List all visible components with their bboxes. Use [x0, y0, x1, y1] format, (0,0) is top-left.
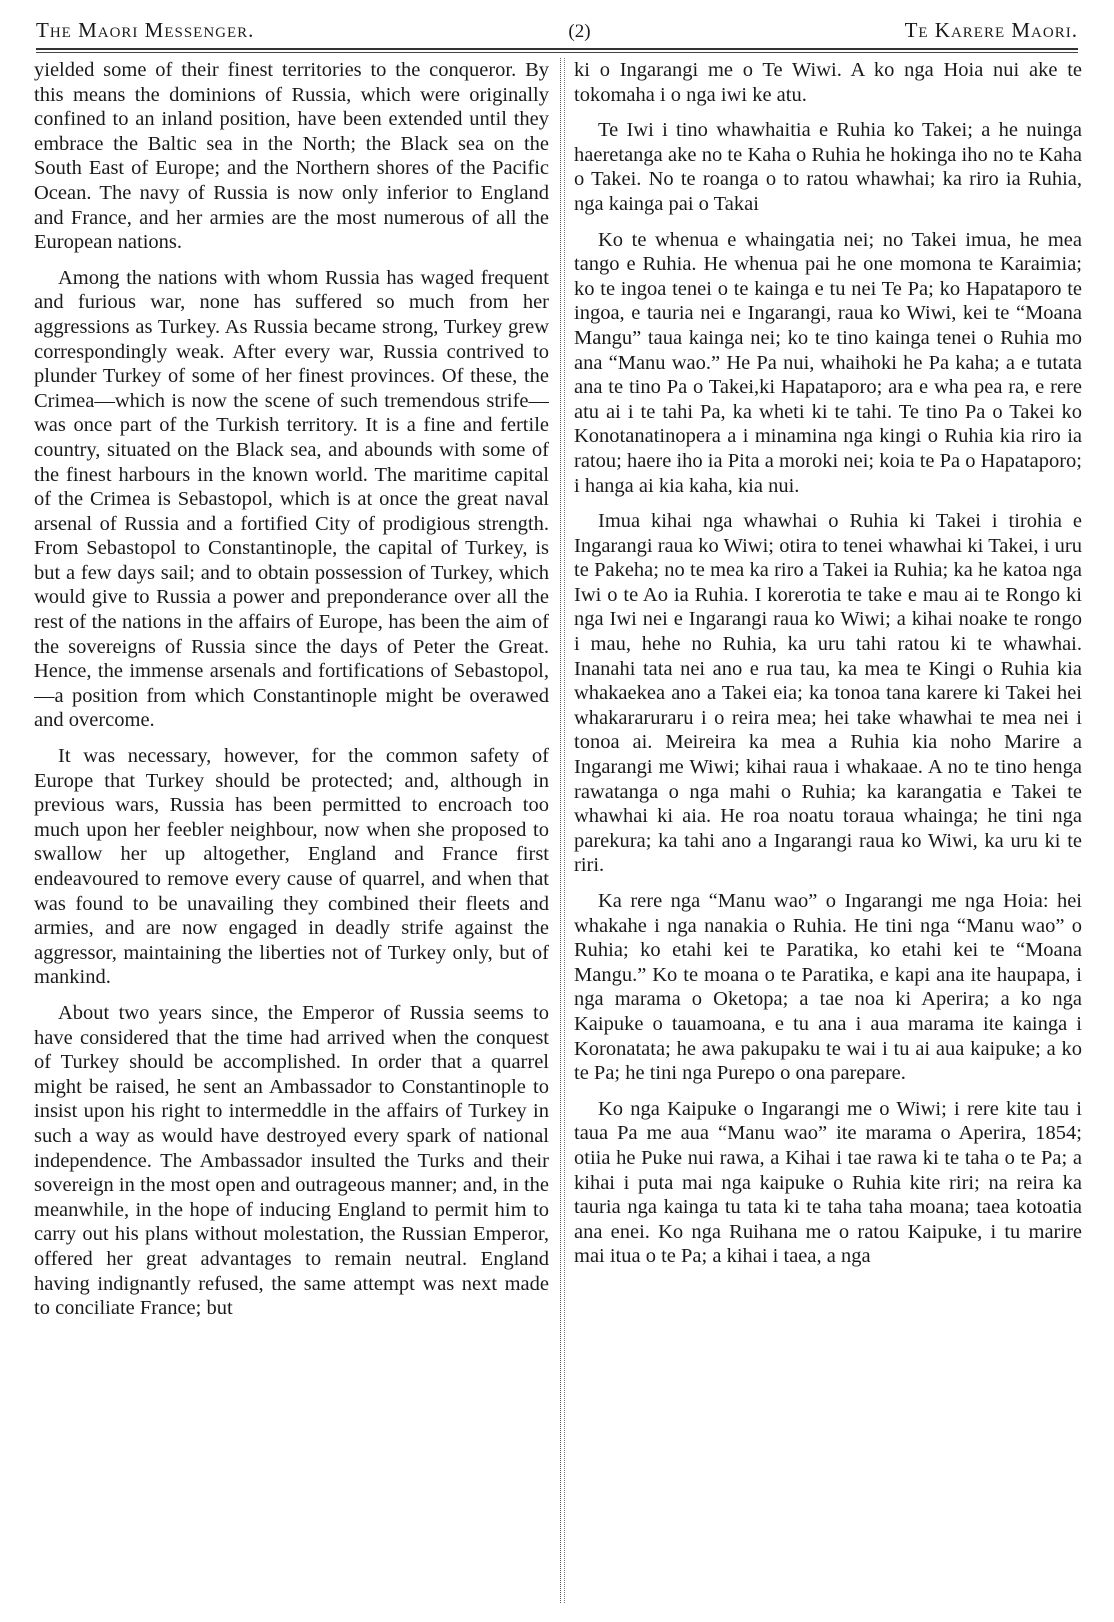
column-divider	[560, 58, 561, 1603]
header-title-maori: Te Karere Maori.	[904, 18, 1078, 42]
page-header	[36, 18, 1078, 48]
maori-paragraph: Ko te whenua e whaingatia nei; no Takei imua, he mea tango e Ruhia. He whenua pai he one momona te Karaimia; ko te ingoa tenei o te kainga e tu nei Te Pa; ko Hapataporo te ingoa, e tauria nei e Ingarangi, raua ko Wiwi, kei te “Moana Mangu” taua kainga nei; ko te tino kainga tenei o Ruhia mo ana “Manu wao.” He Pa nui, whaihoki he Pa kaha; a e tutata ana te tino Pa o Takei,ki Hapataporo; ara e wha pea ra, e rere atu ai i te tahi Pa, ka wheti ki te tahi. Te tino Pa o Takei ko Konotanatinopera a i minamina nga kingi o Ruhia kia riro ia ratou; haere iho ia Pita a moroki nei; koia te Pa o Hapataporo; i hanga ai kia kaha, kia nui.	[574, 228, 1082, 497]
english-column	[34, 58, 549, 1598]
header-title-english: The Maori Messenger.	[36, 18, 255, 42]
header-rule	[36, 48, 1078, 50]
maori-paragraph: Ko nga Kaipuke o Ingarangi me o Wiwi; i rere kite tau i taua Pa me aua “Manu wao” ite marama o Aperira, 1854; otiia he Puke nui rawa, a Kihai i tae rawa ki te taha o te Pa; a kihai i puta mai nga kaipuke o Ruhia kite riri; na reira ka tauria nga kainga tu tata ki te taha taha moana; taea kotoatia ana enei. Ko nga Ruihana me o ratou Kaipuke, i tu marire mai itua o te Pa; a kihai i taea, a nga	[574, 1097, 1082, 1268]
maori-paragraph: Ka rere nga “Manu wao” o Ingarangi me nga Hoia: hei whakahe i nga nanakia o Ruhia. He tini nga “Manu wao” o Ruhia; ko etahi kei te Paratika, ko etahi kei te “Moana Mangu.” Ko te moana o te Paratika, e kapi ana ite haupapa, i nga marama o Oketopa; a tae noa ki Aperira; a ko nga Kaipuke o tauamoana, e tu ana i aua marama ite kainga i Koronatata; he awa pakupaku te wai i tu ai aua kaipuke; a ko te Pa; he tini nga Purepo o ona parepare.	[574, 890, 1082, 1085]
english-paragraph: Among the nations with whom Russia has waged frequent and furious war, none has suffered so much from her aggressions as Turkey. As Russia became strong, Turkey grew correspondingly weak. After every war, Russia contrived to plunder Turkey of some of her finest provinces. Of these, the Crimea—which is now the scene of such tremendous strife—was once part of the Turkish territory. It is a fine and fertile country, situated on the Black sea, and abounds with some of the finest harbours in the known world. The maritime capital of the Crimea is Sebastopol, which is at once the great naval arsenal of Russia and a fortified City of prodigious strength. From Sebastopol to Constantinople, the capital of Turkey, is but a few days sail; and to obtain possession of Turkey, which would give to Russia a power and preponderance over all the rest of the nations in the affairs of Europe, has been the aim of the sovereigns of Russia since the days of Peter the Great. Hence, the immense arsenals and fortifications of Sebastopol,—a position from which Constantinople might be overawed and overcome.	[34, 266, 549, 732]
maori-paragraph: Imua kihai nga whawhai o Ruhia ki Takei i tirohia e Ingarangi raua ko Wiwi; otira to tenei whawhai ki Takei, i uru te Pakeha; no te mea ka riro a Takei ia Ruhia; ka he katoa nga Iwi o te Ao ia Ruhia. I korerotia te take e mau ai te Rongo ki nga Iwi nei e Ingarangi raua ko Wiwi; a kihai noake te rongo i mau, hehe no Ruhia, ka uru tahi ratou ki te whawhai. Inanahi tata nei ano e rua tau, ka mea te Kingi o Ruhia kia whakaekea ano a Takei eia; ka tonoa tana karere ki Takei hei whakararuraru i o reira mea; hei take whawhai te mea nei i tonoa ai. Meireira ka mea a Ruhia kia noho Marire a Ingarangi me Wiwi; kihai raua i whakaae. A no te tino henga rawatanga o nga mahi o Ruhia; ka karangatia e Takei te whawhai ki aia. He roa noatu toraua whainga; he tini nga parekura; ka tahi ano a Ingarangi raua ko Wiwi, ka uru ki te riri.	[574, 510, 1082, 877]
page-number: (2)	[568, 21, 591, 42]
english-paragraph: About two years since, the Emperor of Russia seems to have considered that the time had arrived when the conquest of Turkey should be accomplished. In order that a quarrel might be raised, he sent an Ambassador to Constantinople to insist upon his right to intermeddle in the affairs of Turkey in such a way as would have destroyed every spark of national independence. The Ambassador insulted the Turks and their sovereign in the most open and outrageous manner; and, in the meanwhile, in the hope of inducing England to permit him to carry out his plans without molestation, the Russian Emperor, offered her great advantages to remain neutral. England having indignantly refused, the same attempt was next made to conciliate France; but	[34, 1001, 549, 1320]
maori-paragraph: ki o Ingarangi me o Te Wiwi. A ko nga Hoia nui ake te tokomaha i o nga iwi ke atu.	[574, 59, 1082, 106]
column-divider-inner	[564, 58, 565, 1603]
english-paragraph: It was necessary, however, for the common safety of Europe that Turkey should be protected; and, although in previous wars, Russia has been permitted to encroach too much upon her feebler neighbour, now when she proposed to swallow her up altogether, England and France first endeavoured to remove every cause of quarrel, and when that was found to be unavailing they combined their fleets and armies, and are now engaged in deadly strife against the aggressor, maintaining the liberties not of Turkey only, but of mankind.	[34, 745, 549, 989]
maori-paragraph: Te Iwi i tino whawhaitia e Ruhia ko Takei; a he nuinga haeretanga ake no te Kaha o Ruhia he hokinga iho no te Kaha o Takei. No te roanga o to ratou whawhai; ka riro ia Ruhia, nga kainga pai o Takai	[574, 119, 1082, 215]
maori-column	[574, 58, 1082, 1598]
header-rule-thin	[36, 52, 1078, 53]
english-paragraph: yielded some of their finest territories to the conqueror. By this means the dominions of Russia, which were originally confined to an inland position, have been extended until they embrace the Baltic sea in the North; the Black sea on the South East of Europe; and the Northern shores of the Pacific Ocean. The navy of Russia is now only inferior to England and France, and her armies are the most numerous of all the European nations.	[34, 59, 549, 254]
